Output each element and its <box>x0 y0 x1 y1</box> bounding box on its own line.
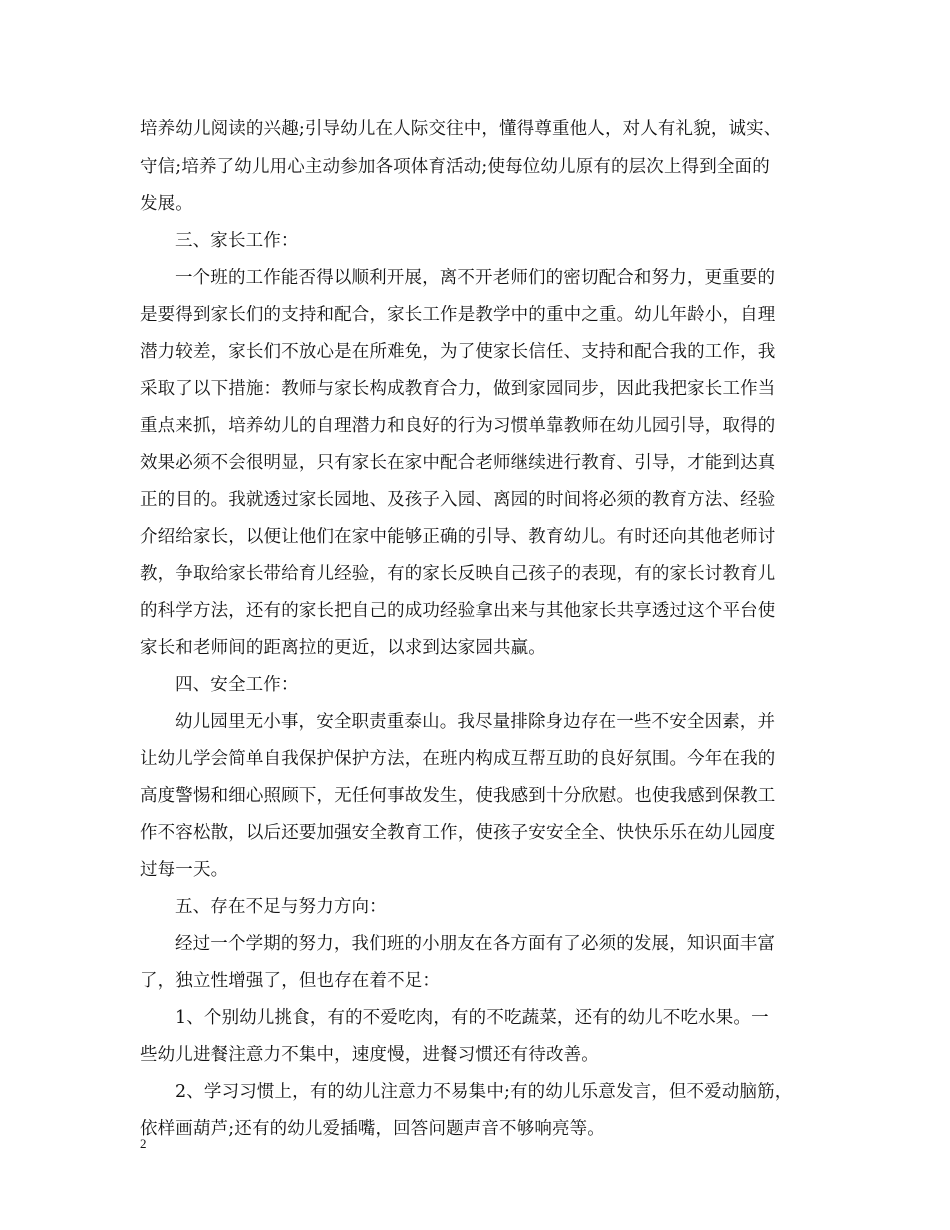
text-line: 效果必须不会很明显，只有家长在家中配合老师继续进行教育、引导，才能到达真 <box>140 453 776 473</box>
text-line: 培养幼儿阅读的兴趣;引导幼儿在人际交往中，懂得尊重他人，对人有礼貌，诚实、 <box>140 119 782 139</box>
text-line: 些幼儿进餐注意力不集中，速度慢，进餐习惯还有待改善。 <box>140 1045 599 1065</box>
text-line: 采取了以下措施：教师与家长构成教育合力，做到家园同步，因此我把家长工作当 <box>140 379 776 399</box>
text-line: 过每一天。 <box>140 860 229 880</box>
section-heading: 三、家长工作： <box>175 231 299 251</box>
text-line: 教，争取给家长带给育儿经验，有的家长反映自己孩子的表现，有的家长讨教育儿 <box>140 564 776 584</box>
text-line: 潜力较差，家长们不放心是在所难免，为了使家长信任、支持和配合我的工作，我 <box>140 342 776 362</box>
text-line: 重点来抓，培养幼儿的自理潜力和良好的行为习惯单靠教师在幼儿园引导，取得的 <box>140 416 776 436</box>
text-line: 作不容松散，以后还要加强安全教育工作，使孩子安安全全、快快乐乐在幼儿园度 <box>140 823 776 843</box>
text-line: 1、个别幼儿挑食，有的不爱吃肉，有的不吃蔬菜，还有的幼儿不吃水果。一 <box>175 1008 769 1028</box>
text-line: 发展。 <box>140 194 193 214</box>
text-line: 经过一个学期的努力，我们班的小朋友在各方面有了必须的发展，知识面丰富 <box>175 934 776 954</box>
text-line: 的科学方法，还有的家长把自己的成功经验拿出来与其他家长共享透过这个平台使 <box>140 601 776 621</box>
section-heading: 五、存在不足与努力方向： <box>175 897 387 917</box>
text-line: 2、学习习惯上，有的幼儿注意力不易集中;有的幼儿乐意发言，但不爱动脑筋， <box>175 1082 793 1102</box>
section-heading: 四、安全工作： <box>175 675 299 695</box>
text-line: 了，独立性增强了，但也存在着不足： <box>140 971 441 991</box>
text-line: 是要得到家长们的支持和配合，家长工作是教学中的重中之重。幼儿年龄小，自理 <box>140 305 776 325</box>
text-line: 一个班的工作能否得以顺利开展，离不开老师们的密切配合和努力，更重要的 <box>175 268 776 288</box>
text-line: 家长和老师间的距离拉的更近，以求到达家园共赢。 <box>140 638 546 658</box>
text-line: 介绍给家长，以便让他们在家中能够正确的引导、教育幼儿。有时还向其他老师讨 <box>140 527 776 547</box>
text-line: 守信;培养了幼儿用心主动参加各项体育活动;使每位幼儿原有的层次上得到全面的 <box>140 157 770 177</box>
text-line: 让幼儿学会简单自我保护保护方法，在班内构成互帮互助的良好氛围。今年在我的 <box>140 749 776 769</box>
text-line: 高度警惕和细心照顾下，无任何事故发生，使我感到十分欣慰。也使我感到保教工 <box>140 786 776 806</box>
text-line: 依样画葫芦;还有的幼儿爱插嘴，回答问题声音不够响亮等。 <box>140 1119 605 1139</box>
page-number: 2 <box>140 1136 147 1151</box>
text-line: 正的目的。我就透过家长园地、及孩子入园、离园的时间将必须的教育方法、经验 <box>140 490 776 510</box>
text-line: 幼儿园里无小事，安全职责重泰山。我尽量排除身边存在一些不安全因素，并 <box>175 712 776 732</box>
